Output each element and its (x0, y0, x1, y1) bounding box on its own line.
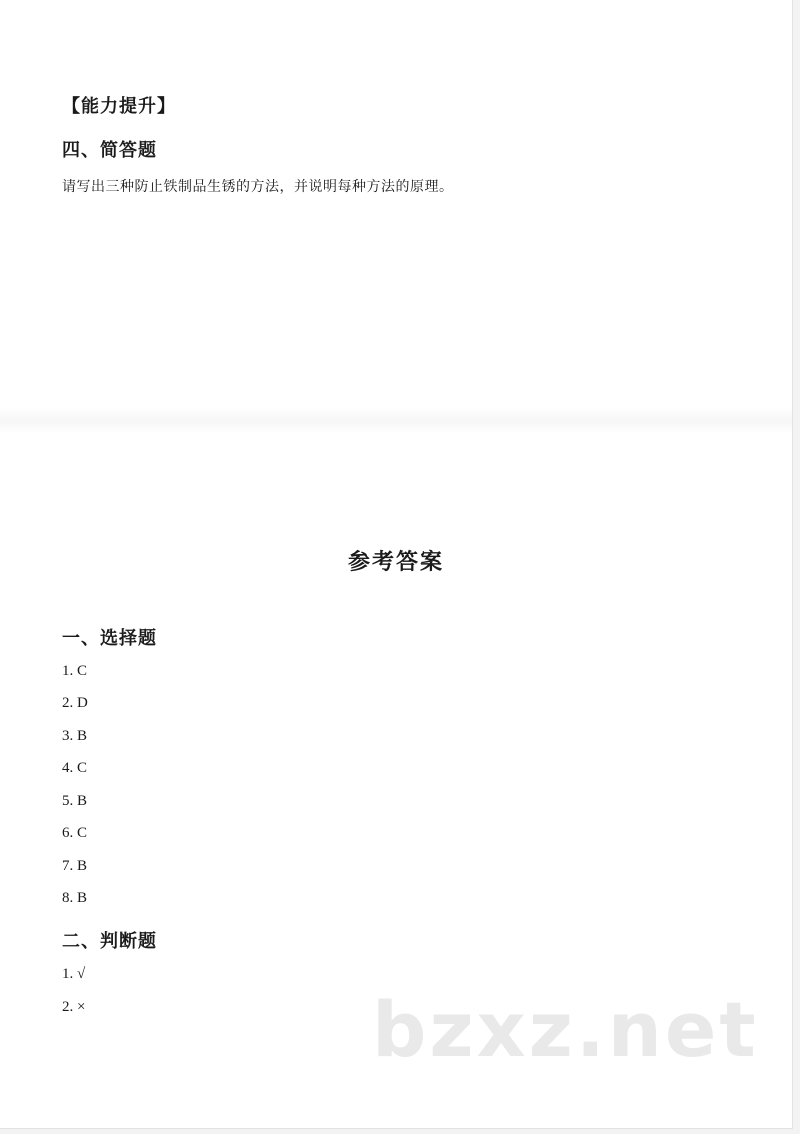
judge-answer-1: 1. √ (62, 966, 86, 982)
short-answer-question: 请写出三种防止铁制品生锈的方法，并说明每种方法的原理。 (62, 179, 454, 195)
section-heading: 【能力提升】 (62, 96, 176, 117)
answer-key-title: 参考答案 (347, 550, 444, 575)
choice-answer-3: 3. B (62, 728, 88, 744)
choice-answer-8: 8. B (62, 890, 88, 906)
page-separator (0, 408, 792, 434)
choice-answer-6: 6. C (62, 825, 88, 841)
choice-answer-4: 4. C (62, 760, 88, 776)
choice-answer-7: 7. B (62, 858, 88, 874)
short-answer-title: 四、简答题 (62, 140, 157, 161)
choice-answer-5: 5. B (62, 793, 88, 809)
site-watermark: bzxz.net (372, 985, 759, 1074)
judge-section-title: 二、判断题 (62, 931, 157, 952)
choice-answer-1: 1. C (62, 663, 88, 679)
judge-answer-2: 2. × (62, 999, 86, 1015)
choice-section-title: 一、选择题 (62, 628, 157, 649)
choice-answer-2: 2. D (62, 695, 88, 711)
